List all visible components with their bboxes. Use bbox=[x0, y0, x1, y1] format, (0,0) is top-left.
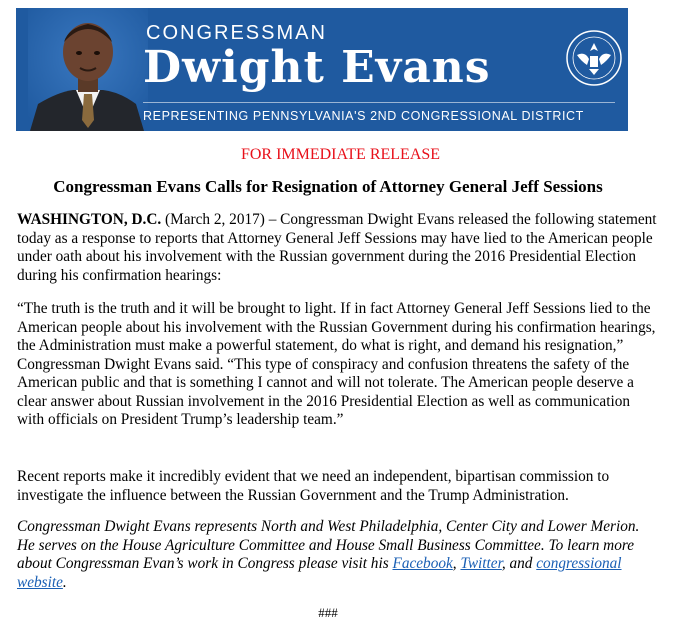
opening-text: (March 2, 2017) – Congressman Dwight Evans released the following statement today as a response to reports that Attorney General Jeff Sessions may have lied to the American people under oath about his involvement with the Russian government during the 2016 Presidential Election during his confirmation hearings: bbox=[17, 211, 657, 284]
press-release-headline: Congressman Evans Calls for Resignation of Attorney General Jeff Sessions bbox=[53, 177, 603, 196]
banner-name: Dwight Evans bbox=[143, 42, 491, 93]
bio-separator: , bbox=[452, 555, 461, 572]
banner-subtitle: REPRESENTING PENNSYLVANIA'S 2ND CONGRESSIONAL DISTRICT bbox=[143, 109, 584, 123]
house-seal-icon bbox=[565, 29, 623, 87]
banner-overline: CONGRESSMAN bbox=[146, 22, 327, 44]
twitter-link[interactable]: Twitter bbox=[460, 555, 502, 572]
congressional-website-link[interactable]: congressional website bbox=[17, 555, 622, 591]
facebook-link[interactable]: Facebook bbox=[392, 555, 453, 572]
bio-text: Congressman Dwight Evans represents North and West Philadelphia, Center City and Lower Merion. He serves on the House Agriculture Committee and House Small Business Committee. To learn more about Congressman Evan’s work in Congress please visit his bbox=[17, 518, 640, 572]
end-mark: ### bbox=[318, 605, 338, 620]
congressman-portrait bbox=[28, 8, 148, 131]
header-banner bbox=[16, 8, 628, 131]
bio-paragraph bbox=[17, 518, 657, 592]
dateline: WASHINGTON, D.C. bbox=[17, 211, 162, 228]
bio-separator: , and bbox=[501, 555, 537, 572]
immediate-release-label: FOR IMMEDIATE RELEASE bbox=[240, 146, 441, 163]
quote-paragraph: “The truth is the truth and it will be brought to light. If in fact Attorney General Jeff Sessions lied to the American people about his involvement with the Russian Government during his confirmation hearings, the Administration must make a powerful statement, do what is right, and demand his resignation,” Congressman Dwight Evans said. “This type of conspiracy and confusion threatens the safety of the American public and that is something I cannot and will not tolerate. The American people deserve a clear answer about Russian involvement in the 2016 Presidential Election as well as communication with officials on President Trump’s leadership team.” bbox=[17, 300, 656, 428]
opening-paragraph bbox=[17, 211, 657, 285]
banner-divider bbox=[143, 102, 615, 103]
bio-end: . bbox=[62, 573, 67, 591]
commission-paragraph: Recent reports make it incredibly evident that we need an independent, bipartisan commission to investigate the influence between the Russian Government and the Trump Administration. bbox=[17, 468, 610, 504]
